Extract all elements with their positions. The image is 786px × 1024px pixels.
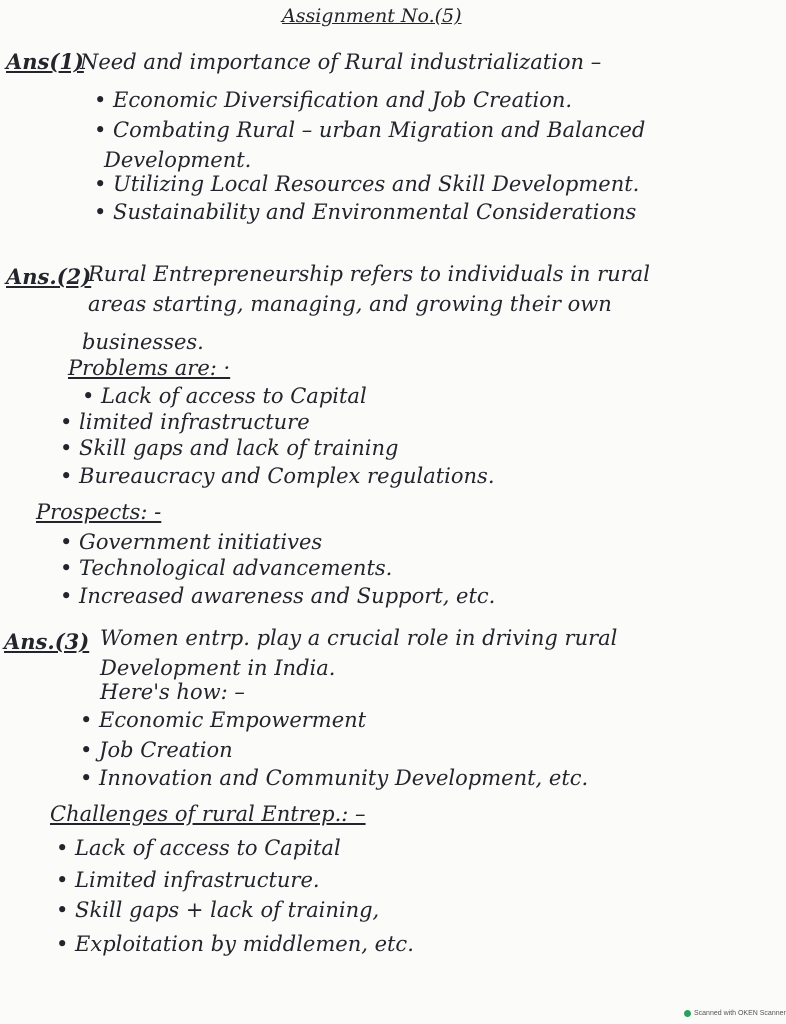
ans1-point: Development. [104, 148, 252, 172]
ans2-intro-line: businesses. [82, 330, 204, 354]
ans3-point: • Economic Empowerment [80, 708, 367, 732]
ans3-label: Ans.(3) [4, 629, 90, 654]
challenge-item: • Exploitation by middlemen, etc. [56, 932, 414, 956]
scanner-watermark [684, 1009, 786, 1019]
problems-heading: Problems are: · [68, 356, 231, 380]
prospect-item: • Technological advancements. [60, 556, 393, 580]
ans1-label: Ans(1) [6, 49, 84, 74]
ans3-intro-line: Here's how: – [100, 680, 245, 704]
prospect-item: • Government initiatives [60, 530, 323, 554]
assignment-title: Assignment No.(5) [282, 5, 462, 27]
problem-item: • Lack of access to Capital [82, 384, 367, 408]
ans1-point: • Combating Rural – urban Migration and Balanced [94, 118, 646, 142]
ans1-heading: Need and importance of Rural industrialization – [80, 50, 602, 74]
prospects-heading: Prospects: - [36, 500, 162, 524]
ans1-point: • Sustainability and Environmental Considerations [94, 200, 637, 224]
problem-item: • limited infrastructure [60, 410, 310, 434]
scanner-logo-icon [684, 1010, 691, 1017]
ans3-point: • Job Creation [80, 738, 233, 762]
challenge-item: • Lack of access to Capital [56, 836, 341, 860]
challenges-heading: Challenges of rural Entrep.: – [50, 802, 366, 826]
prospect-item: • Increased awareness and Support, etc. [60, 584, 496, 608]
challenge-item: • Limited infrastructure. [56, 868, 320, 892]
problem-item: • Skill gaps and lack of training [60, 436, 399, 460]
problem-item: • Bureaucracy and Complex regulations. [60, 464, 495, 488]
challenge-item: • Skill gaps + lack of training, [56, 898, 380, 922]
ans3-point: • Innovation and Community Development, etc. [80, 766, 589, 790]
ans3-intro-line: Development in India. [100, 656, 336, 680]
ans1-point: • Economic Diversification and Job Creation. [94, 88, 573, 112]
ans2-label: Ans.(2) [6, 264, 92, 289]
ans3-intro-line: Women entrp. play a crucial role in driving rural [100, 626, 618, 650]
ans2-intro-line: Rural Entrepreneurship refers to individuals in rural [88, 262, 650, 286]
scanner-watermark-text: Scanned with OKEN Scanner [694, 1010, 786, 1017]
ans2-intro-line: areas starting, managing, and growing their own [88, 292, 612, 316]
ans1-point: • Utilizing Local Resources and Skill Development. [94, 172, 640, 196]
